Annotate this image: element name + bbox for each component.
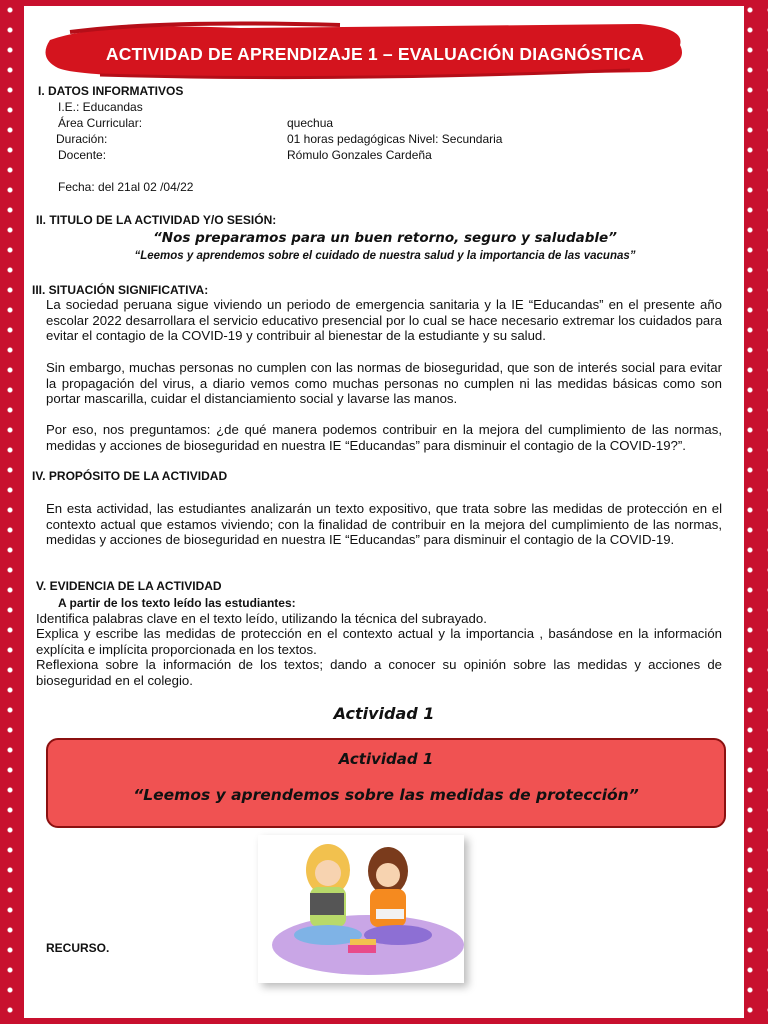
info-area-label: Área Curricular: [58,116,143,130]
info-fecha: Fecha: del 21al 02 /04/22 [58,180,194,194]
section-datos-informativos: I. DATOS INFORMATIVOS [38,84,184,98]
evidencia-item-2: Explica y escribe las medidas de protección en el contexto actual y la importancia , basándose en la información explícita e implícita proporcionada en los textos. [36,626,722,657]
info-docente-value: Rómulo Gonzales Cardeña [287,148,432,162]
students-illustration [258,835,464,983]
evidencia-item-3: Reflexiona sobre la información de los textos; dando a conocer su opinión sobre las medidas y acciones de bioseguridad en el colegio. [36,657,722,688]
info-docente-label: Docente: [58,148,107,162]
proposito-paragraph: En esta actividad, las estudiantes analizarán un texto expositivo, que trata sobre las medidas de protección en el contexto actual que estamos viviendo; con la finalidad de contribuir en la mejora del cumplimiento de las normas, medidas y acciones de bioseguridad en nuestra IE “Educandas” para disminuir el contagio de la COVID-19. [46,501,722,547]
info-duracion-value: 01 horas pedagógicas Nivel: Secundaria [287,132,503,146]
situacion-paragraph-3: Por eso, nos preguntamos: ¿de qué manera podemos contribuir en la mejora del cumplimiento de las normas, medidas y acciones de bioseguridad en nuestra IE “Educandas” para disminuir el contagio de la COVID-19?”. [46,422,722,453]
actividad-heading: Actividad 1 [333,704,435,723]
session-subtitle: “Leemos y aprendemos sobre el cuidado de nuestra salud y la importancia de las vacunas” [134,250,636,262]
info-area-value: quechua [287,116,334,130]
section-titulo: II. TITULO DE LA ACTIVIDAD Y/O SESIÓN: [36,213,277,227]
info-ie: I.E.: Educandas [58,100,143,114]
session-title: “Nos preparamos para un buen retorno, seguro y saludable” [153,230,617,246]
info-duracion-label: Duración: [56,132,108,146]
recurso-label: RECURSO. [46,941,110,955]
section-situacion: III. SITUACIÓN SIGNIFICATIVA: [32,283,209,297]
activity-box [46,738,726,828]
page-title: ACTIVIDAD DE APRENDIZAJE 1 – EVALUACIÓN DIAGNÓSTICA [105,44,645,64]
evidencia-subheading: A partir de los texto leído las estudiantes: [58,596,296,610]
situacion-paragraph-1: La sociedad peruana sigue viviendo un periodo de emergencia sanitaria y la IE “Educandas” en el presente año escolar 2022 desarrollara el servicio educativo presencial por lo cual se hace necesario extremar los cuidados para evitar el contagio de la COVID-19 y contribuir al bienestar de la estudiante y su salud. [46,297,722,343]
activity-box-subtitle: “Leemos y aprendemos sobre las medidas de protección” [133,786,639,804]
activity-box-title: Actividad 1 [338,750,434,768]
section-proposito: IV. PROPÓSITO DE LA ACTIVIDAD [32,469,228,483]
evidencia-item-1: Identifica palabras clave en el texto leído, utilizando la técnica del subrayado. [36,611,487,626]
section-evidencia: V. EVIDENCIA DE LA ACTIVIDAD [36,579,222,593]
situacion-paragraph-2: Sin embargo, muchas personas no cumplen con las normas de bioseguridad, que son de interés social para evitar la propagación del virus, a diario vemos como muchas personas no cumplen ni las medidas básicas como son portar mascarilla, cuidar el distanciamiento social y lavarse las manos. [46,360,722,406]
